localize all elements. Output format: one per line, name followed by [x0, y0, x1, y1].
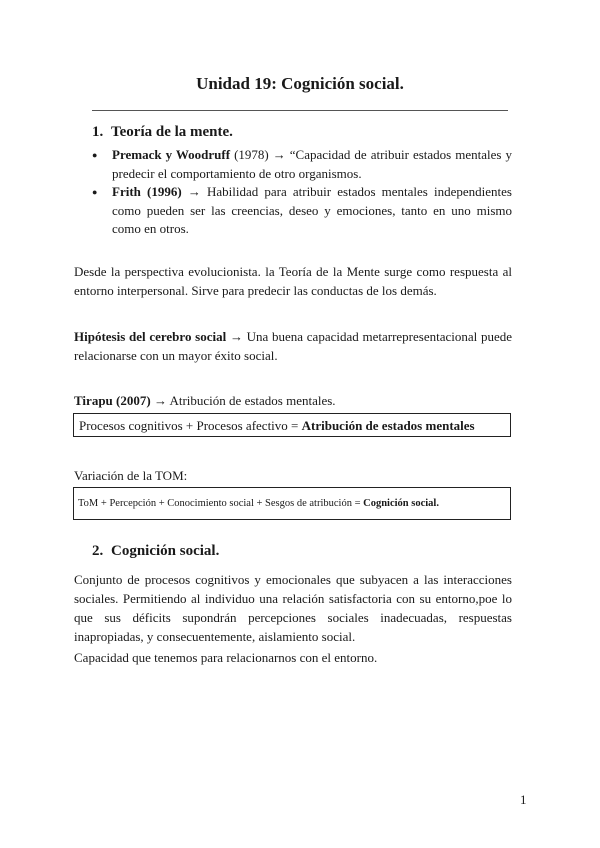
bullet-text: (1978) → “Capacidad de atribuir estados mentales y predecir el comportamiento de otro organismos. [112, 147, 512, 181]
formula-text: Procesos cognitivos + Procesos afectivo = [79, 418, 302, 433]
bullet-author: Frith [112, 184, 141, 199]
formula-box-1 [73, 413, 511, 437]
bullet-author: Premack y Woodruff [112, 147, 231, 162]
formula-result: Atribución de estados mentales [301, 418, 475, 433]
section-title: Cognición social. [111, 543, 220, 559]
title-divider [92, 110, 508, 111]
bullet-text: → Habilidad para atribuir estados mentales independientes como pueden ser las creencias, deseo y emociones, tanto en uno mismo como en otros. [112, 184, 512, 236]
bullet-icon: ● [92, 187, 98, 197]
formula-result: Cognición social. [363, 498, 439, 509]
paragraph-hypothesis [74, 327, 512, 365]
formula-text: ToM + Percepción + Conocimiento social + Sesgos de atribución = [78, 498, 364, 509]
list-item [92, 146, 512, 183]
section-number: 2. [92, 543, 104, 559]
bullet-list [92, 146, 512, 239]
tirapu-citation: Tirapu (2007) [74, 393, 151, 408]
variation-label: Variación de la TOM: [74, 468, 188, 483]
page-number: 1 [520, 792, 527, 807]
section-heading-2 [92, 543, 219, 560]
paragraph-definition: Conjunto de procesos cognitivos y emocionales que subyacen a las interacciones sociales. Permitiendo al individuo una relación satisfactoria con su entorno,poe lo que sus déficits supondrán percepciones sociales inadecuadas, respuestas inapropiadas, y consecuentemente, aislamiento social. [74, 572, 512, 644]
paragraph-evolution: Desde la perspectiva evolucionista. la Teoría de la Mente surge como respuesta al entorno interpersonal. Sirve para predecir las conductas de los demás. [74, 264, 512, 298]
section-number: 1. [92, 124, 104, 140]
formula-box-2 [73, 487, 511, 520]
hypothesis-title: Hipótesis del cerebro social [74, 329, 227, 344]
paragraph-tirapu [74, 391, 512, 410]
paragraph-capacity: Capacidad que tenemos para relacionarnos con el entorno. [74, 650, 378, 665]
section-heading-1 [92, 124, 233, 141]
tirapu-text: → Atribución de estados mentales. [150, 393, 336, 408]
bullet-year: (1996) [140, 184, 182, 199]
hypothesis-text: → Una buena capacidad metarrepresentacional puede relacionarse con un mayor éxito social. [74, 329, 512, 363]
page-title: Unidad 19: Cognición social. [196, 74, 404, 93]
section-title: Teoría de la mente. [111, 124, 233, 140]
list-item [92, 183, 512, 239]
bullet-icon: ● [92, 150, 98, 160]
